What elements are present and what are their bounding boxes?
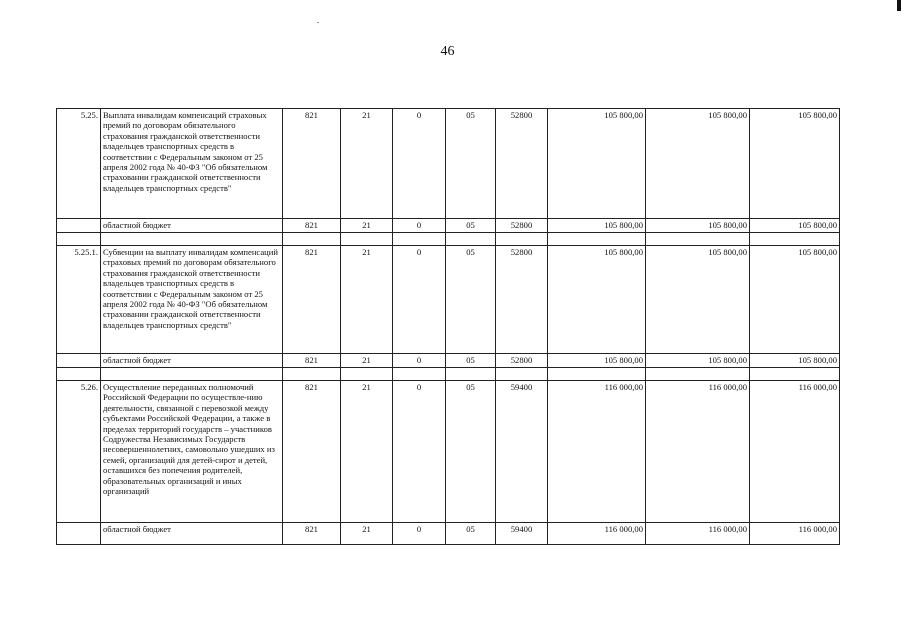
row-spacer [57,233,840,246]
amount-year-1: 105 800,00 [548,109,646,219]
sub-code-ministry: 821 [283,219,341,233]
sub-code-direction: 52800 [496,354,548,368]
sub-code-direction: 52800 [496,219,548,233]
row-number: 5.25. [57,109,101,219]
sub-code-subprogram: 0 [393,523,446,545]
code-program: 21 [341,381,393,523]
sub-amount-year-1: 105 800,00 [548,354,646,368]
code-main-event: 05 [446,381,496,523]
sub-description: областной бюджет [101,354,283,368]
scan-edge-mark [897,0,901,11]
amount-year-2: 105 800,00 [646,246,750,354]
sub-code-main-event: 05 [446,523,496,545]
sub-code-main-event: 05 [446,219,496,233]
row-number: 5.25.1. [57,246,101,354]
code-ministry: 821 [283,109,341,219]
row-description: Субвенции на выплату инвалидам компенсаций страховых премий по договорам обязательного страхования гражданской ответственности владельцев транспортных средств в соответствии с Федеральным законом от 25 апреля 2002 года № 40-ФЗ "Об обязательном страховании гражданской ответственности владельцев транспортных средств" [101,246,283,354]
code-main-event: 05 [446,109,496,219]
sub-amount-year-1: 116 000,00 [548,523,646,545]
row-spacer [57,368,840,381]
code-subprogram: 0 [393,109,446,219]
sub-code-ministry: 821 [283,523,341,545]
amount-year-3: 105 800,00 [750,246,840,354]
code-direction: 52800 [496,109,548,219]
row-number-empty [57,354,101,368]
amount-year-3: 116 000,00 [750,381,840,523]
amount-year-1: 116 000,00 [548,381,646,523]
sub-code-program: 21 [341,354,393,368]
page-number: 46 [440,44,455,59]
code-ministry: 821 [283,246,341,354]
row-description: Выплата инвалидам компенсаций страховых премий по договорам обязательного страхования гражданской ответственности владельцев транспортных средств в соответствии с Федеральным законом от 25 апреля 2002 года № 40-ФЗ "Об обязательном страховании гражданской ответственности владельцев транспортных средств" [101,109,283,219]
code-ministry: 821 [283,381,341,523]
code-direction: 59400 [496,381,548,523]
sub-code-subprogram: 0 [393,219,446,233]
code-subprogram: 0 [393,381,446,523]
row-number: 5.26. [57,381,101,523]
sub-description: областной бюджет [101,219,283,233]
code-program: 21 [341,246,393,354]
sub-amount-year-3: 105 800,00 [750,219,840,233]
table-row [57,246,840,354]
sub-code-direction: 59400 [496,523,548,545]
code-program: 21 [341,109,393,219]
sub-amount-year-2: 105 800,00 [646,219,750,233]
code-direction: 52800 [496,246,548,354]
code-main-event: 05 [446,246,496,354]
sub-code-subprogram: 0 [393,354,446,368]
table-row-subtotal [57,523,840,545]
amount-year-1: 105 800,00 [548,246,646,354]
amount-year-3: 105 800,00 [750,109,840,219]
sub-code-program: 21 [341,219,393,233]
row-number-empty [57,523,101,545]
sub-amount-year-2: 116 000,00 [646,523,750,545]
table-row-subtotal [57,219,840,233]
budget-table [56,108,840,545]
row-description: Осуществление переданных полномочий Российской Федерации по осуществле-нию деятельности, связанной с перевозкой между субъектами Российской Федерации, а также в пределах территорий государств – участников Содружества Независимых Государств несовершеннолетних, самовольно ушедших из семей, организаций для детей-сирот и детей, оставшихся без попечения родителей, образовательных организаций и иных организаций [101,381,283,523]
code-subprogram: 0 [393,246,446,354]
sub-amount-year-2: 105 800,00 [646,354,750,368]
scan-dot-mark [317,22,319,23]
table-row [57,109,840,219]
table-row-subtotal [57,354,840,368]
sub-amount-year-3: 116 000,00 [750,523,840,545]
row-number-empty [57,219,101,233]
sub-amount-year-1: 105 800,00 [548,219,646,233]
sub-code-program: 21 [341,523,393,545]
amount-year-2: 116 000,00 [646,381,750,523]
sub-code-main-event: 05 [446,354,496,368]
sub-amount-year-3: 105 800,00 [750,354,840,368]
sub-description: областной бюджет [101,523,283,545]
amount-year-2: 105 800,00 [646,109,750,219]
sub-code-ministry: 821 [283,354,341,368]
table-row [57,381,840,523]
